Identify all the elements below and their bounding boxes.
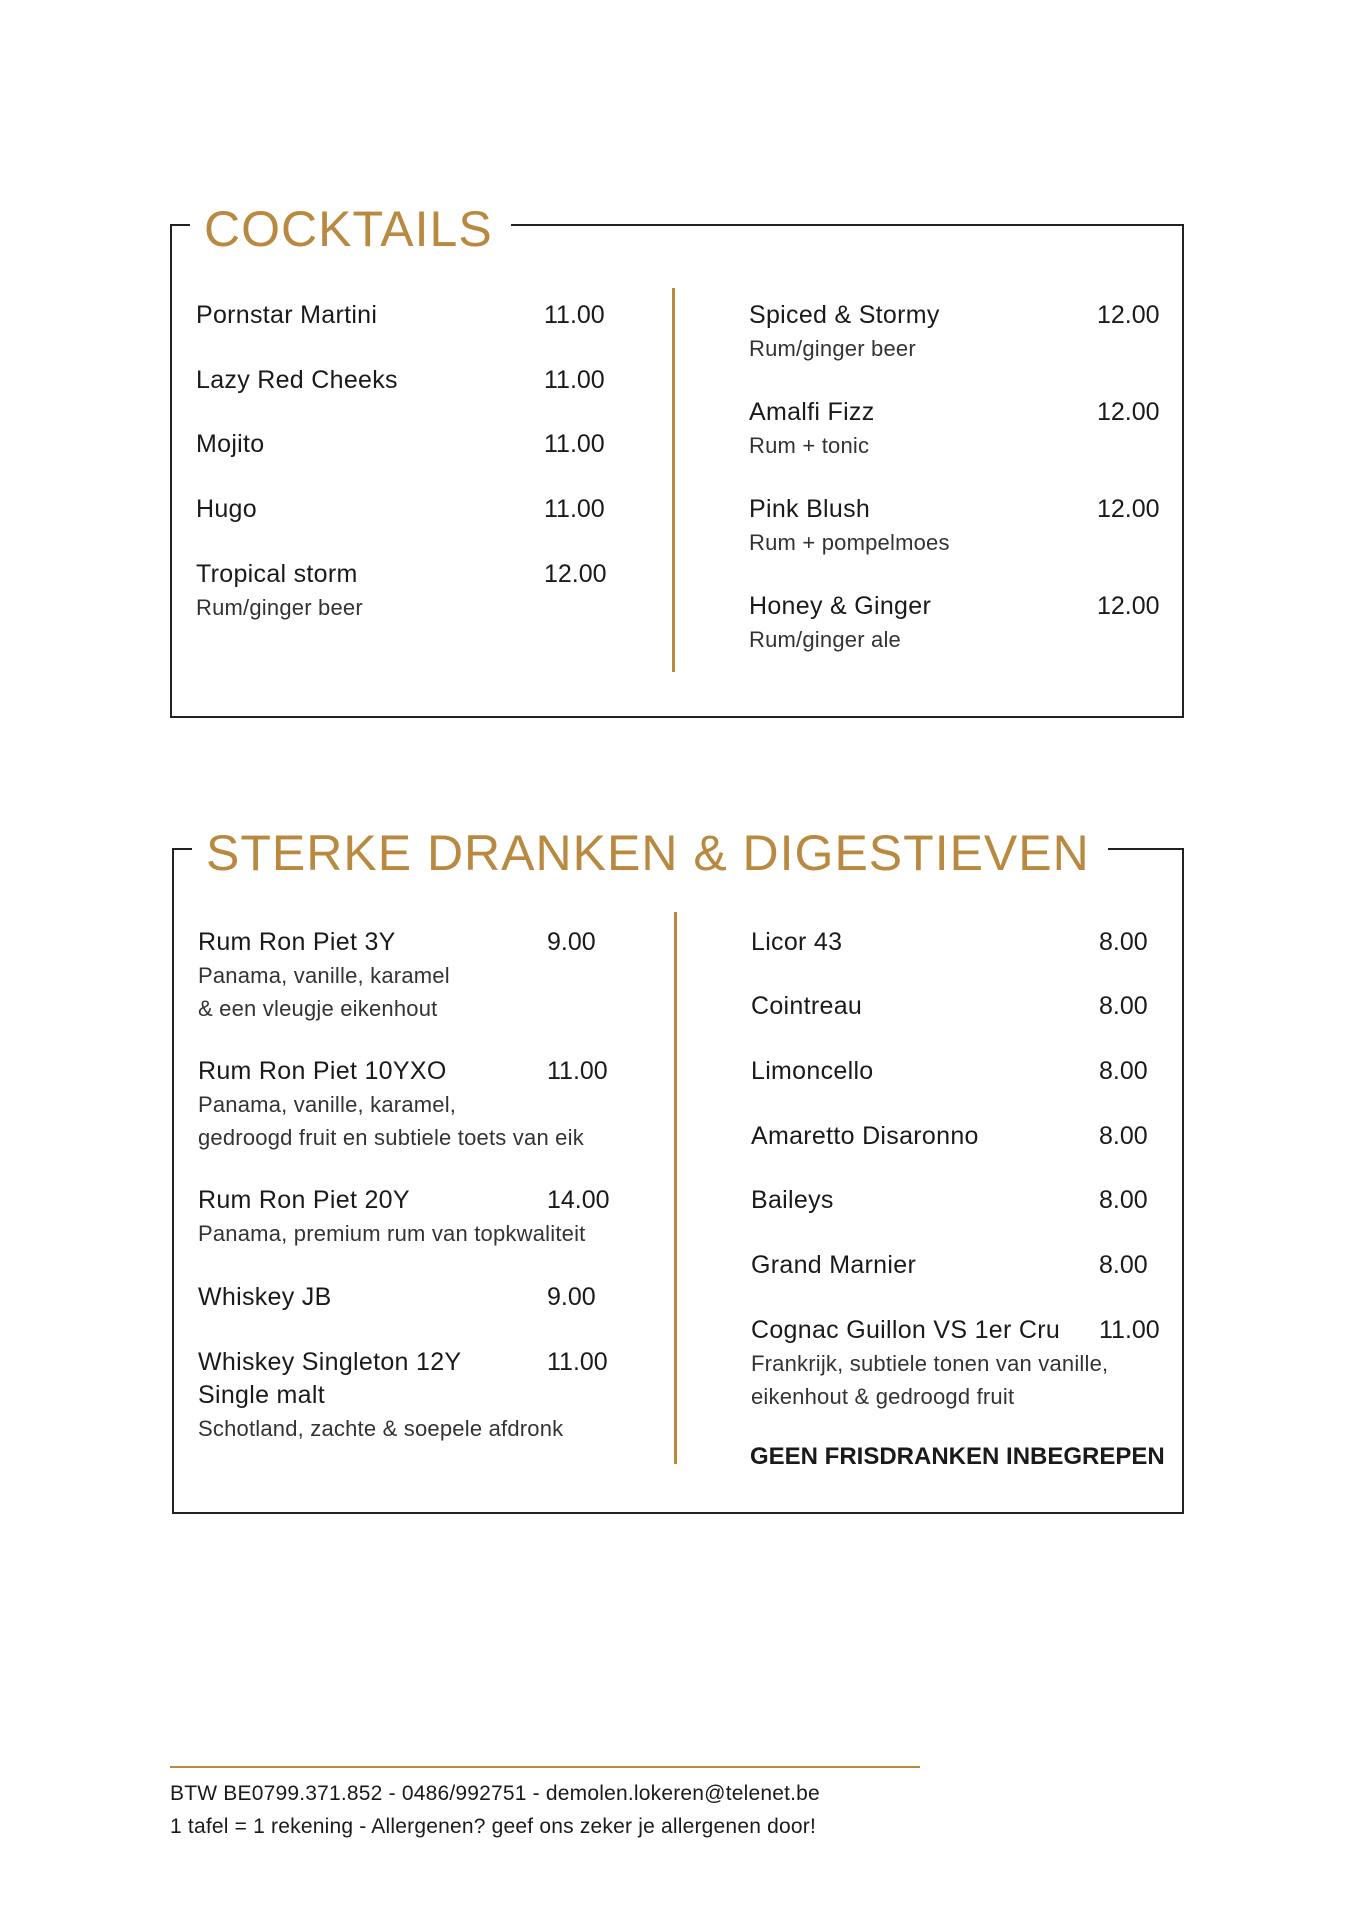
item-price: 12.00 xyxy=(544,560,607,588)
menu-item xyxy=(751,1184,1148,1217)
item-price: 14.00 xyxy=(547,1186,610,1214)
menu-item xyxy=(196,558,607,624)
item-name: Pornstar Martini xyxy=(196,301,378,329)
item-price: 11.00 xyxy=(1099,1316,1160,1344)
item-price: 11.00 xyxy=(547,1348,608,1376)
footer-divider xyxy=(170,1766,920,1768)
item-name: Whiskey Singleton 12Y xyxy=(198,1348,462,1376)
menu-item xyxy=(196,493,605,526)
item-price: 8.00 xyxy=(1099,928,1148,956)
menu-item xyxy=(751,926,1148,959)
menu-item xyxy=(196,299,605,332)
menu-item xyxy=(751,1249,1148,1282)
item-price: 12.00 xyxy=(1097,301,1160,329)
item-name: Licor 43 xyxy=(751,928,843,956)
item-price: 9.00 xyxy=(547,1283,596,1311)
item-price: 11.00 xyxy=(544,495,605,523)
item-description: Panama, vanille, karamel, xyxy=(198,1092,457,1117)
item-price: 8.00 xyxy=(1099,1186,1148,1214)
item-description: Panama, premium rum van topkwaliteit xyxy=(198,1221,586,1246)
item-price: 8.00 xyxy=(1099,1122,1148,1150)
item-name: Grand Marnier xyxy=(751,1251,917,1279)
menu-item xyxy=(198,1281,596,1314)
item-description: Rum/ginger ale xyxy=(749,627,901,652)
item-price: 11.00 xyxy=(544,366,605,394)
menu-item xyxy=(196,428,605,461)
cocktails-divider xyxy=(672,288,675,672)
spirits-title: STERKE DRANKEN & DIGESTIEVEN xyxy=(192,828,1108,878)
item-name: Honey & Ginger xyxy=(749,592,932,620)
item-description: Rum + pompelmoes xyxy=(749,530,950,555)
menu-item xyxy=(751,990,1148,1023)
item-name: Hugo xyxy=(196,495,257,523)
menu-item xyxy=(198,1055,608,1154)
item-price: 8.00 xyxy=(1099,1251,1148,1279)
menu-item xyxy=(198,1184,610,1250)
item-name: Tropical storm xyxy=(196,560,358,588)
item-name: Amaretto Disaronno xyxy=(751,1122,979,1150)
item-price: 9.00 xyxy=(547,928,596,956)
menu-item xyxy=(198,926,596,1025)
item-description: Panama, vanille, karamel xyxy=(198,963,450,988)
item-name-subline: Single malt xyxy=(198,1381,325,1409)
menu-item xyxy=(749,493,1160,559)
item-name: Cognac Guillon VS 1er Cru xyxy=(751,1316,1061,1344)
item-name: Cointreau xyxy=(751,992,863,1020)
menu-item xyxy=(751,1314,1160,1413)
menu-item xyxy=(751,1055,1148,1088)
item-description: eikenhout & gedroogd fruit xyxy=(751,1384,1015,1409)
item-name: Amalfi Fizz xyxy=(749,398,875,426)
item-name: Rum Ron Piet 3Y xyxy=(198,928,396,956)
item-price: 11.00 xyxy=(544,430,605,458)
item-description: Rum/ginger beer xyxy=(196,595,363,620)
item-price: 12.00 xyxy=(1097,592,1160,620)
item-description: Rum/ginger beer xyxy=(749,336,916,361)
item-name: Rum Ron Piet 20Y xyxy=(198,1186,410,1214)
item-name: Pink Blush xyxy=(749,495,871,523)
item-description: Schotland, zachte & soepele afdronk xyxy=(198,1416,564,1441)
footer-contact: BTW BE0799.371.852 - 0486/992751 - demolen.lokeren@telenet.be xyxy=(170,1782,820,1805)
no-soft-drinks-note: GEEN FRISDRANKEN INBEGREPEN xyxy=(750,1443,1165,1470)
item-name: Whiskey JB xyxy=(198,1283,332,1311)
cocktails-title: COCKTAILS xyxy=(190,204,511,254)
item-name: Mojito xyxy=(196,430,265,458)
item-name: Spiced & Stormy xyxy=(749,301,940,329)
item-price: 11.00 xyxy=(547,1057,608,1085)
item-name: Limoncello xyxy=(751,1057,874,1085)
menu-item xyxy=(196,364,605,397)
menu-item xyxy=(749,590,1160,656)
item-price: 11.00 xyxy=(544,301,605,329)
menu-item xyxy=(198,1346,608,1445)
item-price: 12.00 xyxy=(1097,398,1160,426)
item-name: Baileys xyxy=(751,1186,834,1214)
menu-item xyxy=(751,1120,1148,1153)
item-price: 8.00 xyxy=(1099,1057,1148,1085)
menu-item xyxy=(749,396,1160,462)
item-description: Frankrijk, subtiele tonen van vanille, xyxy=(751,1351,1109,1376)
footer-notice: 1 tafel = 1 rekening - Allergenen? geef ons zeker je allergenen door! xyxy=(170,1815,816,1838)
spirits-divider xyxy=(674,912,677,1464)
item-description: Rum + tonic xyxy=(749,433,870,458)
item-price: 12.00 xyxy=(1097,495,1160,523)
item-description: gedroogd fruit en subtiele toets van eik xyxy=(198,1125,584,1150)
item-name: Rum Ron Piet 10YXO xyxy=(198,1057,447,1085)
item-name: Lazy Red Cheeks xyxy=(196,366,398,394)
item-description: & een vleugje eikenhout xyxy=(198,996,438,1021)
menu-item xyxy=(749,299,1160,365)
item-price: 8.00 xyxy=(1099,992,1148,1020)
